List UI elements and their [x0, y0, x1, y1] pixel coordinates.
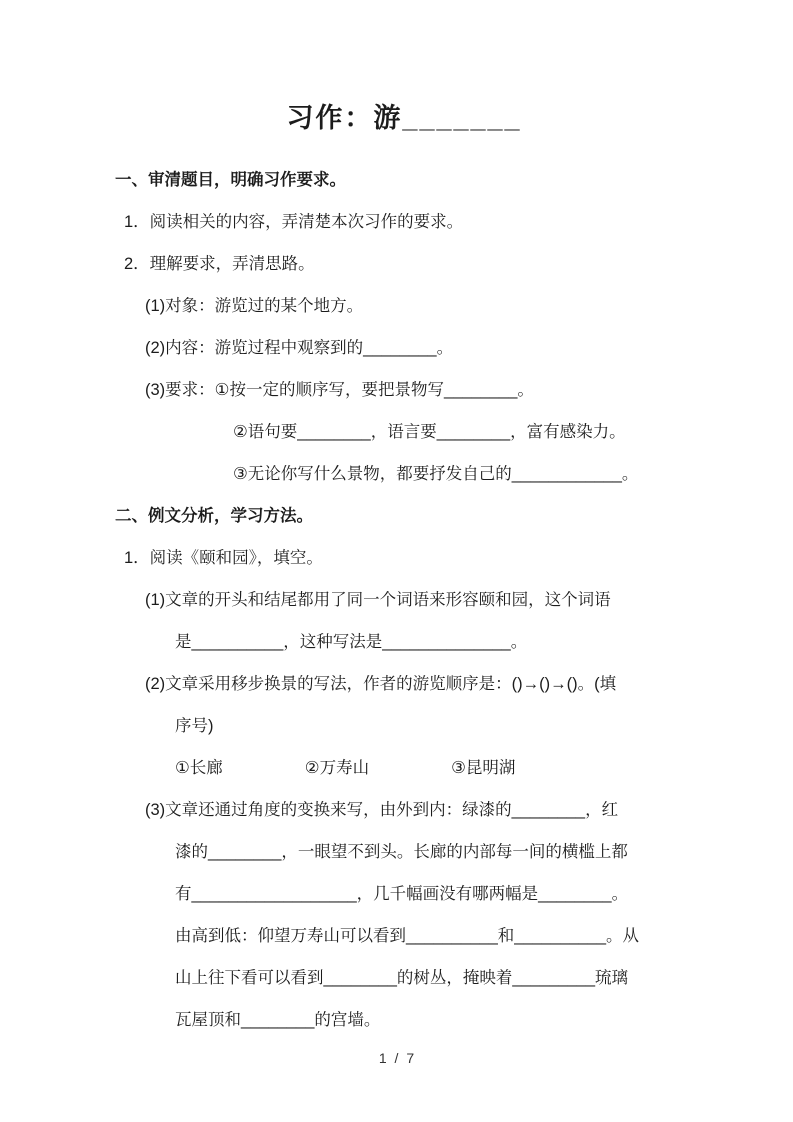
section1-sub3b-blank-line: ②语句要________，语言要________，富有感染力。 — [233, 423, 626, 441]
section2-q1-line1: (1)文章的开头和结尾都用了同一个词语来形容颐和园，这个词语 — [145, 591, 611, 609]
page-footer — [0, 1050, 793, 1066]
section1-sub1: (1)对象：游览过的某个地方。 — [145, 297, 364, 315]
section2-q3-line6-blank-line: 瓦屋顶和________的宫墙。 — [175, 1011, 381, 1029]
section1-item1: 1．阅读相关的内容，弄清楚本次习作的要求。 — [124, 213, 464, 231]
section2-q1-line2-blank-line: 是__________，这种写法是______________。 — [175, 633, 528, 651]
section2-q3-line3-blank-line: 有__________________，几千幅画没有哪两幅是________。 — [175, 885, 629, 903]
page-number-separator: / — [394, 1050, 399, 1066]
section1-heading: 一、审清题目，明确习作要求。 — [115, 171, 346, 189]
section2-q2-line2: 序号) — [175, 717, 214, 735]
document-title: 习作：游_______ — [286, 103, 522, 133]
section1-sub3-blank-line: (3)要求：①按一定的顺序写，要把景物写________。 — [145, 381, 534, 399]
page-number-current: 1 — [378, 1050, 387, 1066]
section1-sub2-blank-line: (2)内容：游览过程中观察到的________。 — [145, 339, 454, 357]
section2-q2-option-list — [115, 747, 693, 789]
section2-item1: 1．阅读《颐和园》，填空。 — [124, 549, 323, 567]
section2-q3-line5-blank-line: 山上往下看可以看到________的树丛，掩映着_________琉璃 — [175, 969, 629, 987]
page-number-total: 7 — [406, 1050, 415, 1066]
section2-q3-line2-blank-line: 漆的________，一眼望不到头。长廊的内部每一间的横槛上都 — [175, 843, 628, 861]
section1-item2: 2．理解要求，弄清思路。 — [124, 255, 315, 273]
option-item-wanshoushan: ②万寿山 — [304, 759, 370, 777]
section2-q3-line1-blank-line: (3)文章还通过角度的变换来写，由外到内：绿漆的________，红 — [145, 801, 619, 819]
section2-q2-line1: (2)文章采用移步换景的写法，作者的游览顺序是：()→()→()。(填 — [145, 675, 617, 693]
option-item-changlang: ①长廊 — [175, 759, 223, 777]
option-item-kunminghu: ③昆明湖 — [451, 759, 516, 777]
section2-q3-line4-blank-line: 由高到低：仰望万寿山可以看到__________和__________。从 — [175, 927, 640, 945]
section1-sub3c-blank-line: ③无论你写什么景物，都要抒发自己的____________。 — [233, 465, 639, 483]
section2-heading: 二、例文分析，学习方法。 — [115, 507, 313, 525]
